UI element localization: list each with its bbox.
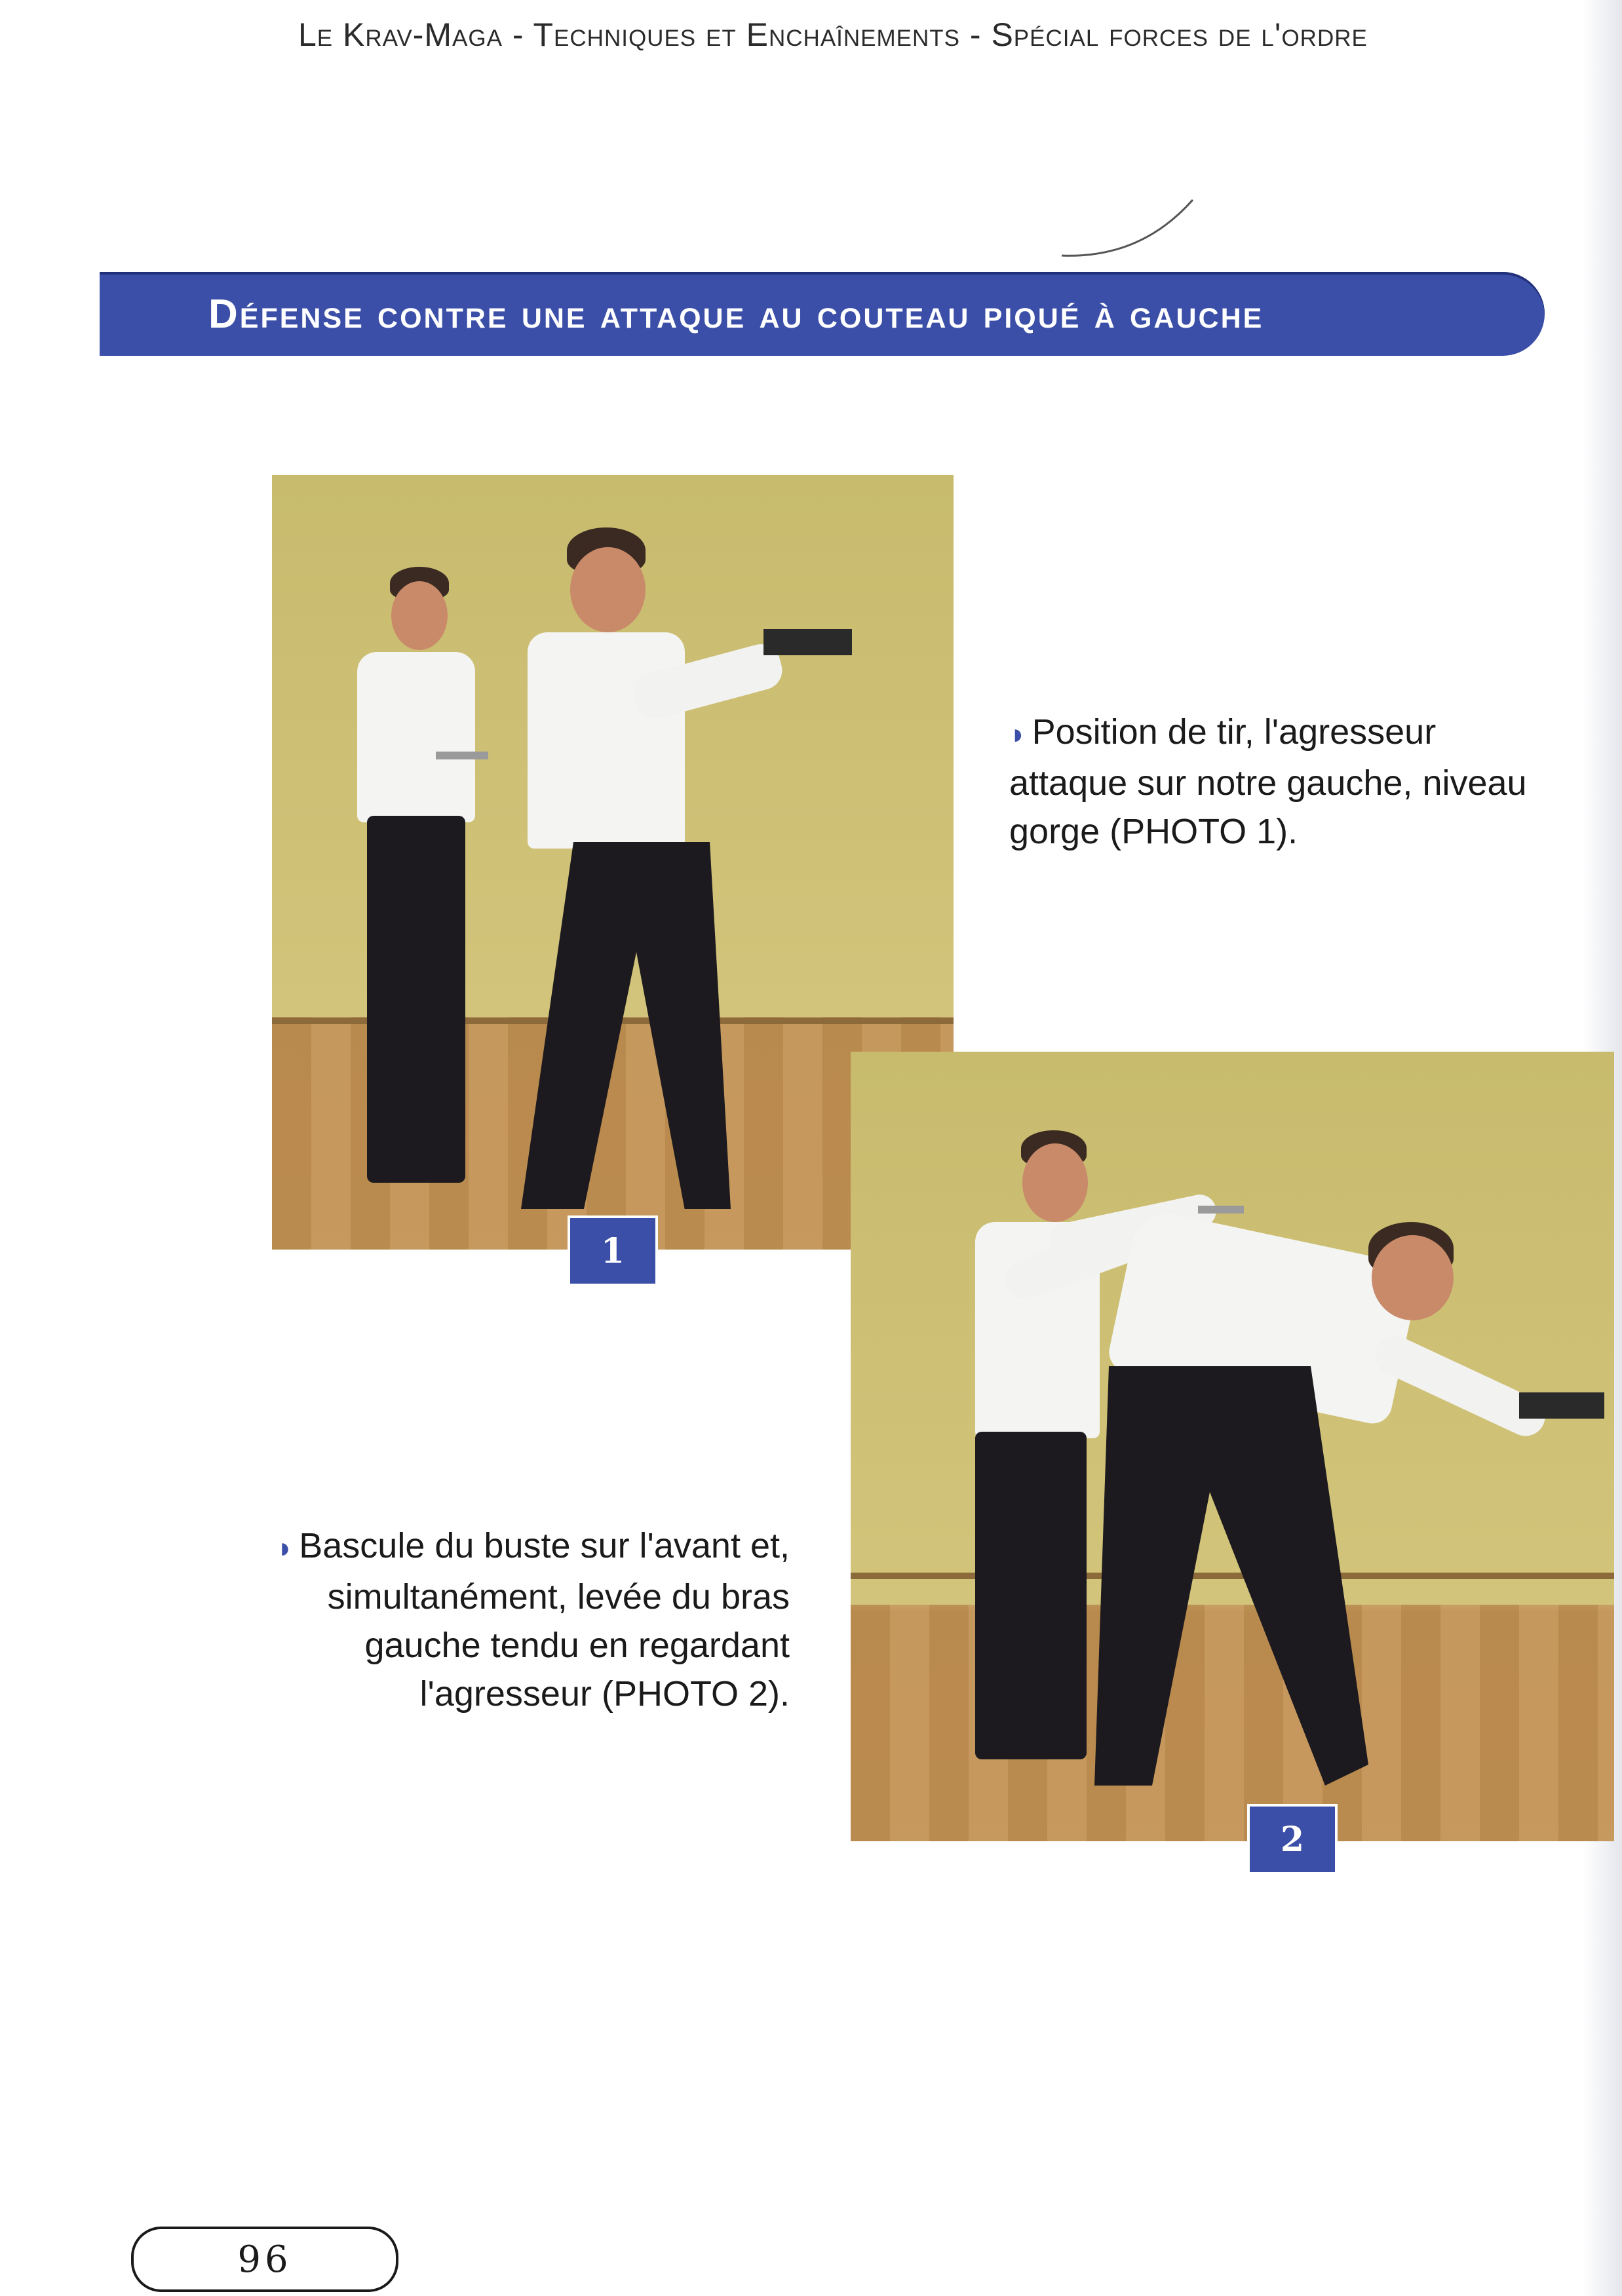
running-header: Le Krav-Maga - Techniques et Enchaînements - Spécial forces de l'ordre	[298, 16, 1368, 53]
page-number: 96	[131, 2227, 398, 2292]
section-title-bar	[100, 272, 1545, 356]
defender-figure	[1001, 1196, 1578, 1786]
bullet-icon: ◗	[1009, 718, 1027, 750]
caption-text: Position de tir, l'agresseur attaque sur notre gauche, niveau gorge (PHOTO 1).	[1009, 712, 1527, 851]
caption-photo-2	[216, 1521, 790, 1718]
photo-2-label: 2	[1247, 1804, 1338, 1875]
section-title: Défense contre une attaque au couteau piqué à gauche	[208, 291, 1264, 337]
photo-1-label: 1	[568, 1215, 658, 1286]
bullet-icon: ◗	[276, 1532, 294, 1564]
caption-photo-1	[1009, 708, 1560, 856]
photo-2	[851, 1052, 1614, 1841]
caption-text: Bascule du buste sur l'avant et, simultanément, levée du bras gauche tendu en regardant l'agresseur (PHOTO 2).	[299, 1526, 790, 1713]
defender-figure	[514, 527, 829, 1235]
decorative-pen-stroke	[1062, 197, 1206, 262]
aggressor-figure	[338, 567, 469, 1222]
